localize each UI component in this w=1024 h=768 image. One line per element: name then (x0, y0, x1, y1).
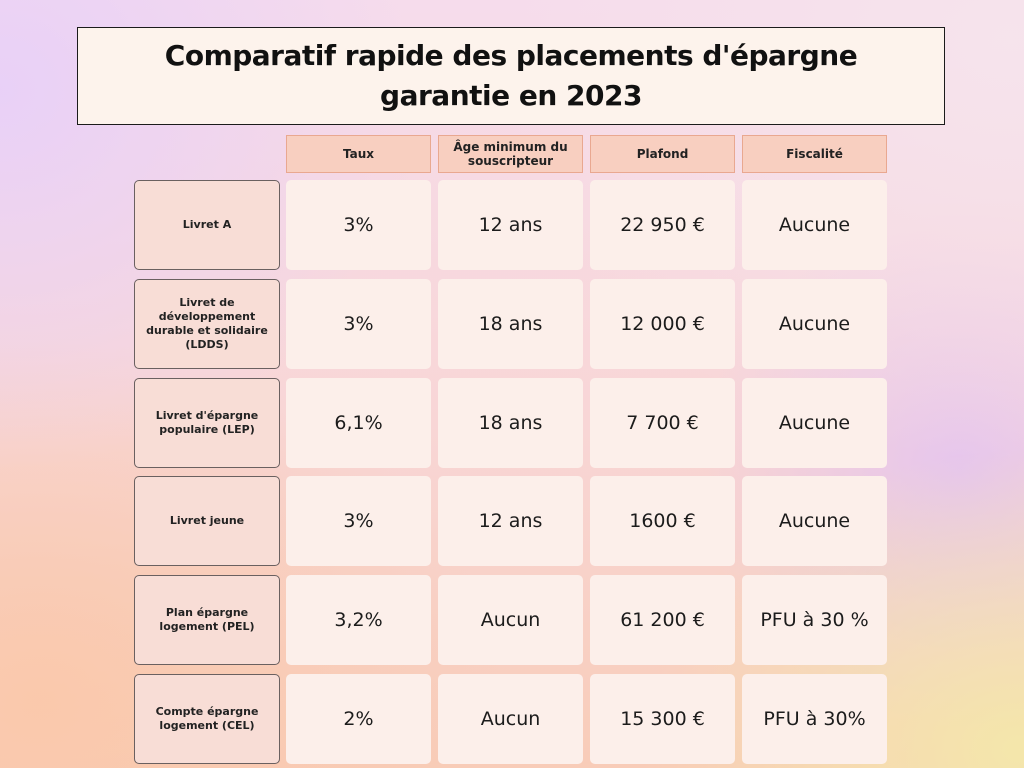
cell-fiscalite: Aucune (742, 180, 887, 270)
cell-plafond: 15 300 € (590, 674, 735, 764)
cell-age-minimum: Aucun (438, 674, 583, 764)
column-header-fiscalite: Fiscalité (742, 135, 887, 173)
row-header-lep: Livret d'épargne populaire (LEP) (134, 378, 280, 468)
cell-fiscalite: PFU à 30 % (742, 575, 887, 665)
cell-fiscalite: PFU à 30% (742, 674, 887, 764)
row-header-cel: Compte épargne logement (CEL) (134, 674, 280, 764)
cell-plafond: 12 000 € (590, 279, 735, 369)
column-header-taux: Taux (286, 135, 431, 173)
cell-taux: 2% (286, 674, 431, 764)
cell-plafond: 7 700 € (590, 378, 735, 468)
cell-age-minimum: Aucun (438, 575, 583, 665)
cell-plafond: 22 950 € (590, 180, 735, 270)
cell-fiscalite: Aucune (742, 279, 887, 369)
cell-age-minimum: 12 ans (438, 476, 583, 566)
cell-fiscalite: Aucune (742, 476, 887, 566)
title-box (77, 27, 945, 125)
cell-taux: 3% (286, 279, 431, 369)
page-title: Comparatif rapide des placements d'épargne garantie en 2023 (164, 39, 858, 112)
cell-age-minimum: 18 ans (438, 279, 583, 369)
cell-taux: 3% (286, 180, 431, 270)
row-header-livret-a: Livret A (134, 180, 280, 270)
column-header-plafond: Plafond (590, 135, 735, 173)
cell-taux: 3% (286, 476, 431, 566)
column-header-age-minimum: Âge minimum du souscripteur (438, 135, 583, 173)
cell-taux: 6,1% (286, 378, 431, 468)
cell-age-minimum: 12 ans (438, 180, 583, 270)
row-header-ldds: Livret de développement durable et solidaire (LDDS) (134, 279, 280, 369)
cell-age-minimum: 18 ans (438, 378, 583, 468)
row-header-pel: Plan épargne logement (PEL) (134, 575, 280, 665)
cell-plafond: 1600 € (590, 476, 735, 566)
cell-fiscalite: Aucune (742, 378, 887, 468)
cell-plafond: 61 200 € (590, 575, 735, 665)
row-header-livret-jeune: Livret jeune (134, 476, 280, 566)
cell-taux: 3,2% (286, 575, 431, 665)
